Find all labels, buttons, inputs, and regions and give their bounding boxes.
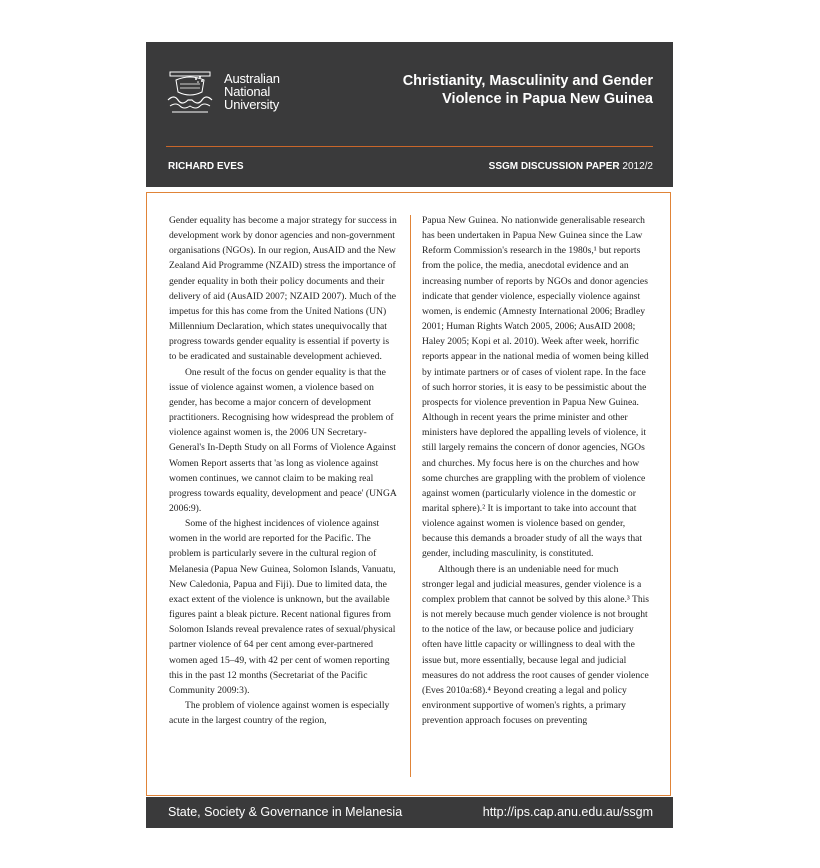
footer-url-link[interactable]: http://ips.cap.anu.edu.au/ssgm [482, 805, 653, 819]
series-name: SSGM DISCUSSION PAPER [488, 161, 620, 172]
university-name-line: University [224, 97, 280, 112]
body-text-area [146, 192, 671, 796]
university-name [224, 72, 280, 111]
paragraph: Gender equality has become a major strategy for success in development work by donor agencies and non-government organisations (NGOs). In our region, AusAID and the New Zealand Aid Programme (NZAID) stress the importance of gender equality in both their policy documents and their delivery of aid (AusAID 2007; NZAID 2007). Much of the impetus for this has come from the United Nations (UN) Millennium Declaration, which states unequivocally that progress towards gender equality is essential if poverty is to be eradicated and sustainable development achieved. [169, 215, 397, 363]
left-column [169, 213, 397, 728]
university-name-line: Australian [224, 71, 280, 86]
header [146, 42, 673, 187]
paragraph: Papua New Guinea. No nationwide generalisable research has been undertaken in Papua New Guinea since the Law Reform Commission's research in the 1980s,¹ but reports from the police, the media, anecdotal evidence and an increasing number of reports by NGOs and donor agencies indicate that gender violence, especially violence against women, is endemic (Amnesty International 2006; Bradley 2001; Human Rights Watch 2005, 2006; AusAID 2008; Haley 2005; Kopi et al. 2010). Week after week, horrific reports appear in the national media of women being killed by intimate partners or of cases of violent rape. In the face of such horror stories, it is easy to be pessimistic about the prospects for violence prevention in Papua New Guinea. Although in recent years the prime minister and other ministers have deplored the appalling levels of violence, it still largely remains the concern of donor agencies, NGOs and churches. My focus here is on the churches and how some churches are grappling with the problem of violence against women (particularly violence in the domestic or marital sphere).² It is important to take into account that violence against women is violence based on gender, because this demands a broader study of all the ways that gender, including masculinity, is constituted. [422, 215, 649, 560]
right-column [422, 213, 650, 728]
university-name-line: National [224, 84, 271, 99]
author-name: RICHARD EVES [168, 161, 244, 172]
anu-crest-icon [166, 70, 214, 116]
paper-title [353, 72, 653, 108]
series-label [489, 161, 653, 172]
footer-series-title: State, Society & Governance in Melanesia [168, 805, 403, 819]
column-divider [410, 215, 411, 777]
paper-page [146, 42, 673, 828]
anu-logo [166, 70, 296, 116]
footer [146, 797, 673, 828]
series-number: 2012/2 [622, 161, 653, 172]
paragraph: The problem of violence against women is especially acute in the largest country of the region, [169, 700, 390, 727]
paper-title-line: Christianity, Masculinity and Gender [402, 73, 653, 89]
paragraph: One result of the focus on gender equality is that the issue of violence against women, a violence based on gender, has become a major concern of development practitioners. Recognising how widespread the problem of violence against women is, the 2006 UN Secretary-General's In-Depth Study on all Forms of Violence Against Women Report asserts that 'as long as violence against women continues, we cannot claim to be making real progress towards equality, development and peace' (UNGA 2006:9). [169, 366, 397, 514]
paragraph: Although there is an undeniable need for much stronger legal and judicial measures, gender violence is a complex problem that cannot be solved by this alone.³ This is not merely because much gender violence is not brought to the notice of the law, or because police and judiciary often have little capacity or willingness to deal with the issue but, more essentially, because legal and judicial measures do not address the root causes of gender violence (Eves 2010a:68).⁴ Beyond creating a legal and policy environment supportive of women's rights, a primary prevention approach focuses on preventing [422, 563, 650, 727]
header-divider [166, 146, 653, 147]
paper-title-line: Violence in Papua New Guinea [442, 91, 653, 107]
paragraph: Some of the highest incidences of violence against women in the world are reported for the Pacific. The problem is particularly severe in the cultural region of Melanesia (Papua New Guinea, Solomon Islands, Vanuatu, New Caledonia, Papua and Fiji). Due to limited data, the exact extent of the violence is unknown, but the available figures paint a bleak picture. Recent national figures from Solomon Islands reveal prevalence rates of sexual/physical partner violence of 64 per cent among ever-partnered women aged 15–49, with 42 per cent of women reporting this in the past 12 months (Secretariat of the Pacific Community 2009:3). [169, 518, 396, 696]
